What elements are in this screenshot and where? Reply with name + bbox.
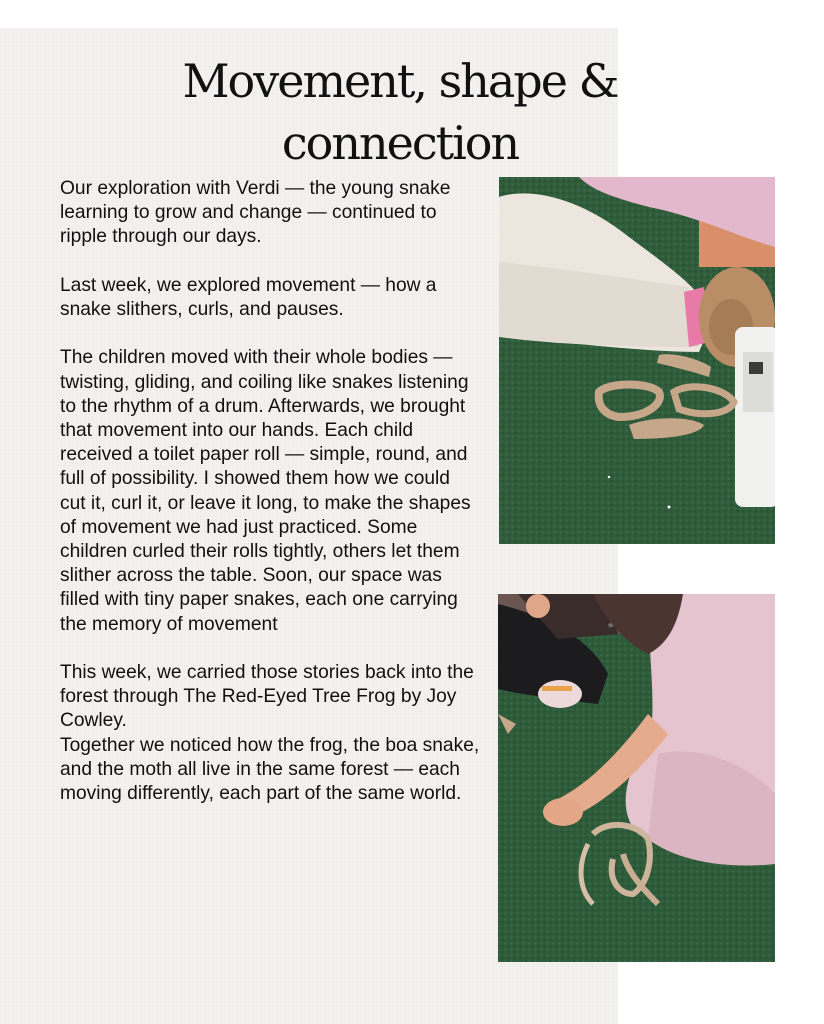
paragraph-together: Together we noticed how the frog, the boa snake, and the moth all live in the same forest — each moving differently, each part of the same world. <box>60 734 480 805</box>
paragraph-activity: The children moved with their whole bodies — twisting, gliding, and coiling like snakes listening to the rhythm of a drum. Afterwards, we brought that movement into our hands. Each child received a toilet paper roll — simple, round, and full of possibility. I showed them how we could cut it, curl it, or leave it long, to make the shapes of movement we had just practiced. Some children curled their rolls tightly, others let them slither across the table. Soon, our space was filled with tiny paper snakes, each one carrying the memory of movement <box>60 347 471 635</box>
story-text <box>60 177 480 830</box>
photo-paper-snakes-on-carpet <box>499 177 775 544</box>
paragraph-this-week: This week, we carried those stories back into the forest through The Red-Eyed Tree Frog by Joy Cowley. <box>60 662 474 732</box>
photo-1-illustration <box>499 177 775 544</box>
photo-children-cutting-rolls <box>498 594 775 962</box>
paragraph-last-week: Last week, we explored movement — how a snake slithers, curls, and pauses. <box>60 274 437 320</box>
paragraph-intro: Our exploration with Verdi — the young snake learning to grow and change — continued to ripple through our days. <box>60 178 451 248</box>
page-title: Movement, shape & connection <box>182 54 618 170</box>
photo-2-illustration <box>498 594 775 962</box>
